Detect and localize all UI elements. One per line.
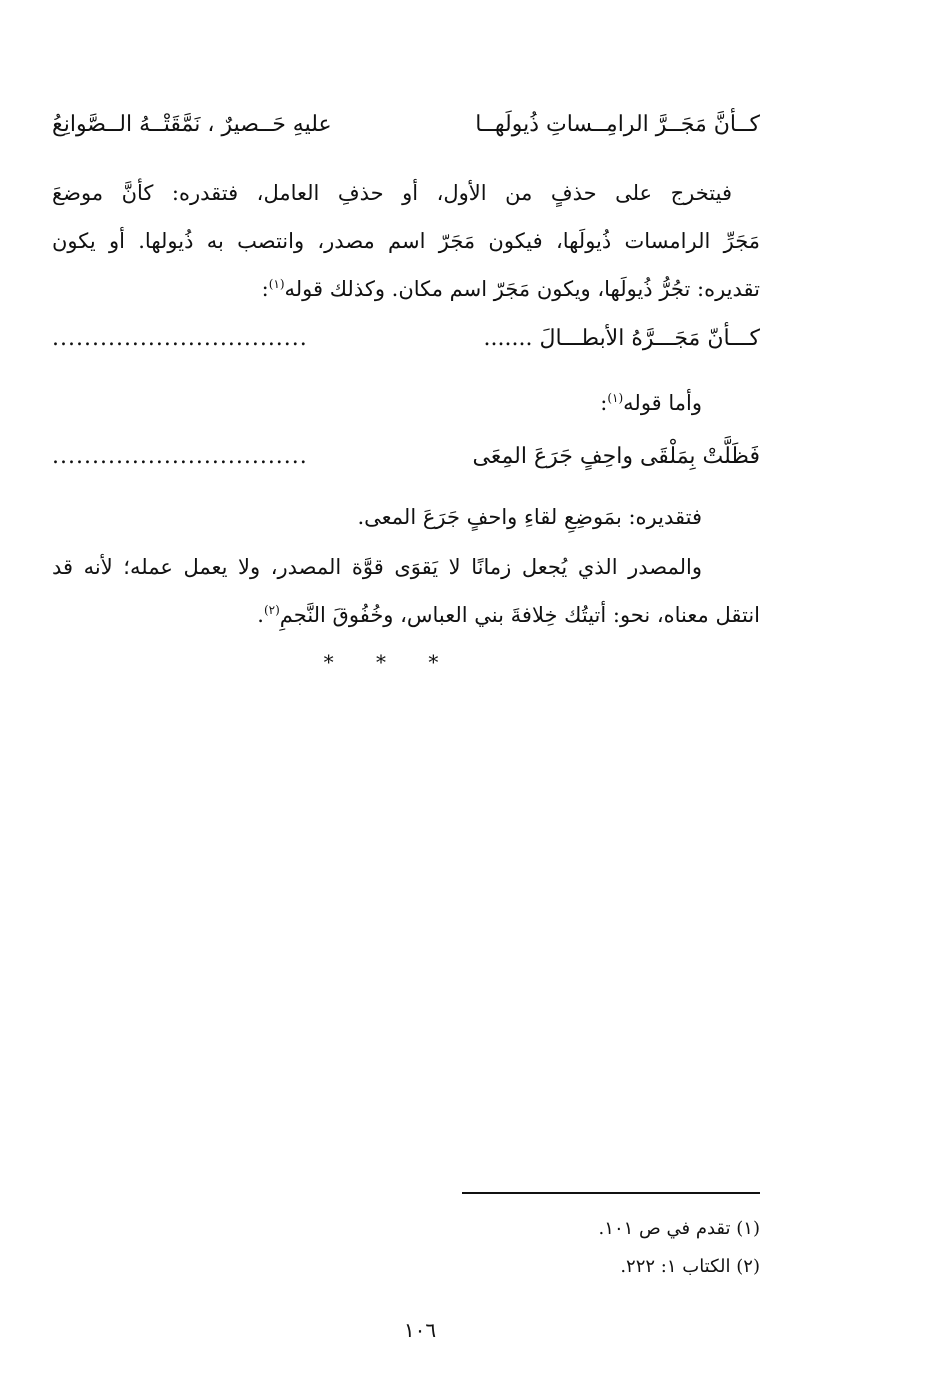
para-2-text: وأما قوله bbox=[623, 391, 702, 415]
para-4-line-1: والمصدر الذي يُجعل زمانًا لا يَقوَى قوَّة المصدر، ولا يعمل عمله؛ لأنه قد bbox=[52, 555, 702, 579]
verse-1 bbox=[52, 110, 760, 144]
verse-3-second-hemistich: ................................ bbox=[52, 444, 308, 469]
para-1-line-2: مَجَرِّ الرامسات ذُيولَها، فيكون مَجَرّ اسم مصدر، وانتصب به ذُيولها. أو يكون bbox=[52, 229, 760, 253]
verse-1-second-hemistich: عليهِ حَــصيرٌ ، نَمَّقَتْــهُ الــصَّوانِعُ bbox=[52, 112, 332, 137]
verse-3-first-hemistich: فَظَلَّتْ بِمَلْقَى واحِفٍ جَرَعَ المِعَى bbox=[472, 444, 760, 469]
para-2 bbox=[600, 388, 702, 418]
para-4-line-2 bbox=[257, 600, 760, 630]
footnote-1: (١) تقدم في ص ١٠١. bbox=[598, 1218, 760, 1239]
para-3: فتقديره: بمَوضِعِ لقاءِ واحفٍ جَرَعَ المعى. bbox=[357, 505, 702, 529]
para-4-line-2-period: . bbox=[257, 603, 264, 627]
para-2-colon: : bbox=[600, 391, 608, 415]
para-4-line-2-text: انتقل معناه، نحو: أتيتُك خِلافةَ بني العباس، وخُفُوقَ النَّجمِ bbox=[279, 603, 760, 627]
verse-2 bbox=[52, 324, 760, 358]
para-1-line-3 bbox=[262, 274, 760, 304]
page-number: ١٠٦ bbox=[403, 1318, 437, 1342]
verse-1-first-hemistich: كــأنَّ مَجَــرَّ الرامِــساتِ ذُيولَهــا bbox=[475, 112, 760, 137]
footnote-ref-1: (١) bbox=[268, 277, 285, 291]
verse-2-second-hemistich: ................................ bbox=[52, 326, 308, 351]
footnote-rule bbox=[462, 1192, 760, 1194]
para-1-line-3-colon: : bbox=[261, 277, 269, 301]
verse-2-first-hemistich: كـــأنّ مَجَـــرَّهُ الأبطـــالَ ....... bbox=[483, 326, 760, 351]
para-1-line-1: فيتخرج على حذفٍ من الأول، أو حذفِ العامل، فتقدره: كأنَّ موضعَ bbox=[52, 181, 733, 205]
para-1-line-3-text: تقديره: تجُرُّ ذُيولَها، ويكون مَجَرّ اسم مكان. وكذلك قوله bbox=[284, 277, 760, 301]
footnote-2: (٢) الكتاب ١: ٢٢٢. bbox=[620, 1256, 760, 1277]
footnote-ref-2: (٢) bbox=[263, 603, 280, 617]
section-separator: * * * bbox=[323, 650, 457, 674]
footnote-ref-1b: (١) bbox=[607, 391, 624, 405]
verse-3 bbox=[52, 442, 760, 476]
